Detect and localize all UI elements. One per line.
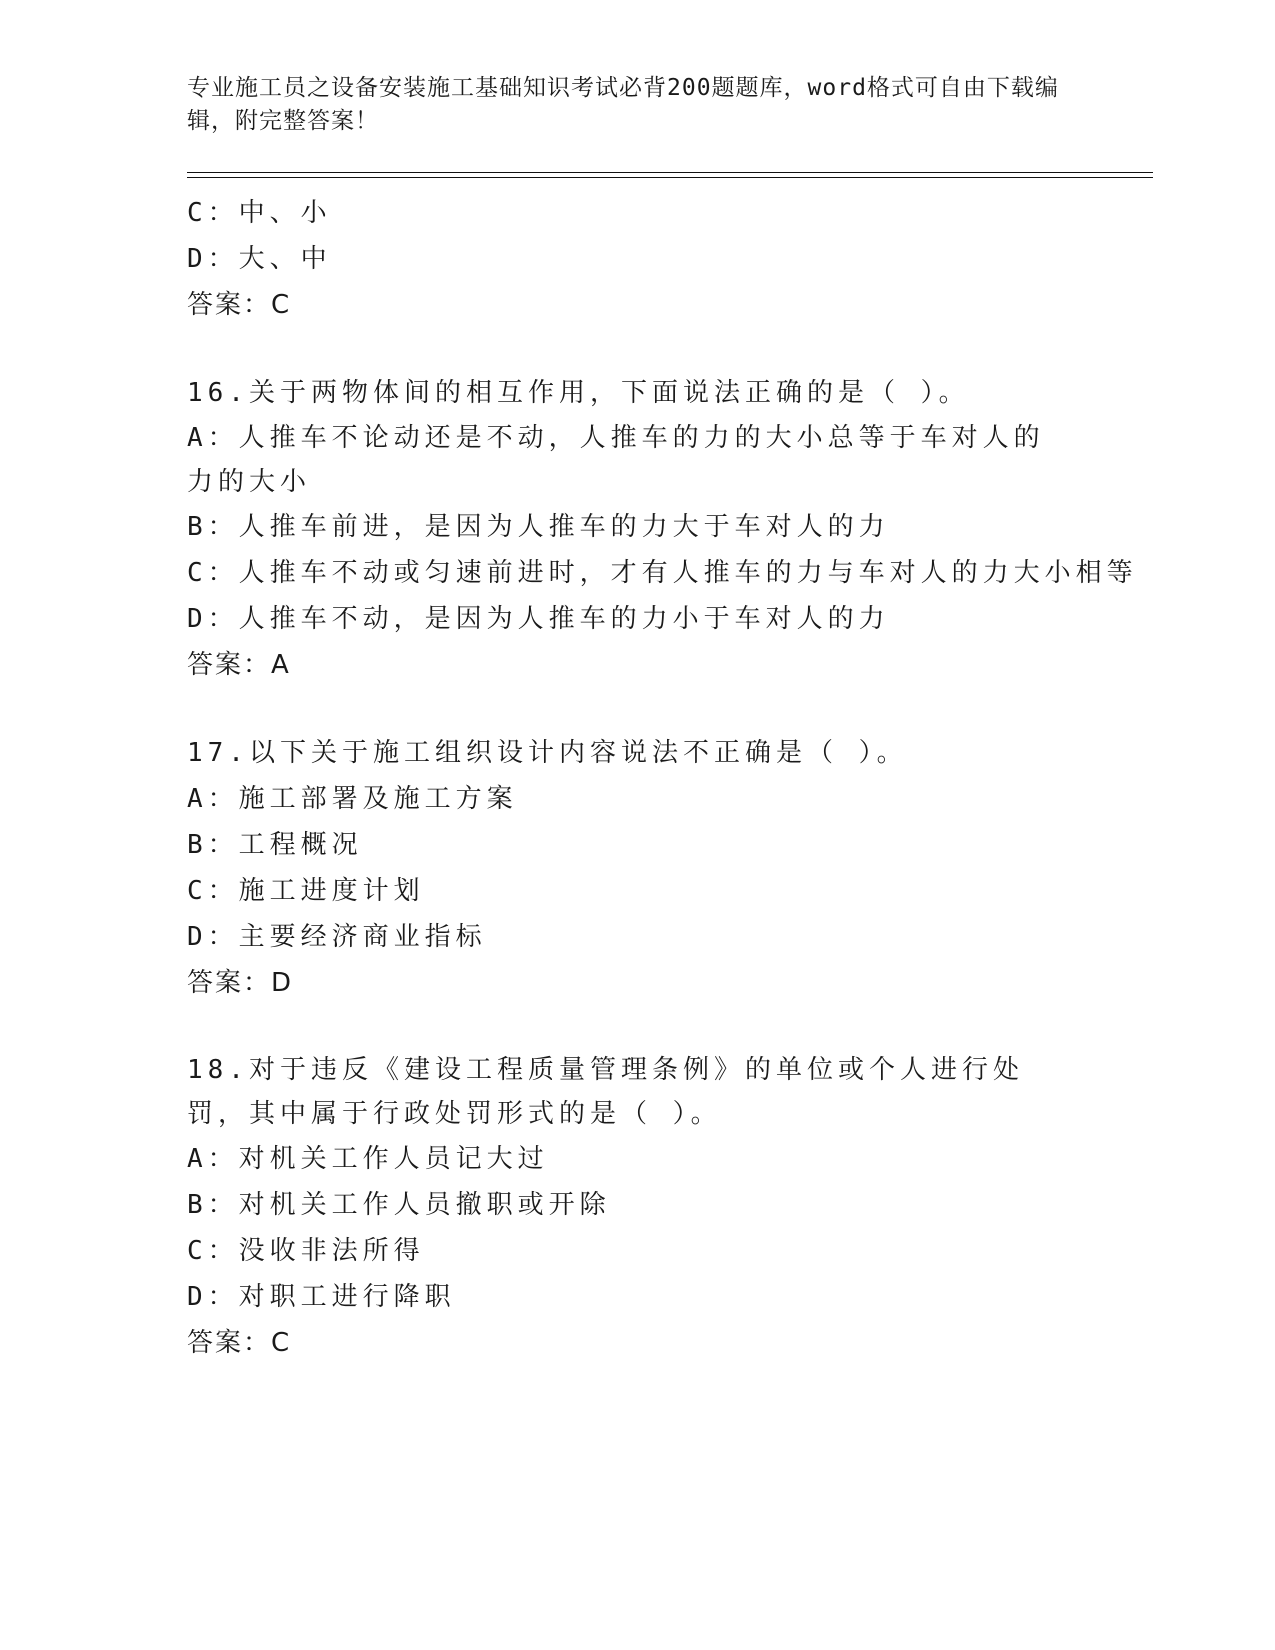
option-a: A：施工部署及施工方案 [187, 784, 518, 814]
answer: 答案：C [187, 1328, 292, 1358]
header-title: 专业施工员之设备安装施工基础知识考试必背200题题库，word格式可自由下载编辑，附完整答案！ [187, 75, 1059, 134]
option-b: B：人推车前进，是因为人推车的力大于车对人的力 [187, 512, 890, 542]
question-stem: 16.关于两物体间的相互作用，下面说法正确的是（ ）。 [187, 378, 970, 408]
question-stem: 18.对于违反《建设工程质量管理条例》的单位或个人进行处罚，其中属于行政处罚形式的是（ ）。 [187, 1055, 1024, 1129]
option-a: A：对机关工作人员记大过 [187, 1144, 549, 1174]
question-block-18 [187, 1048, 1087, 1366]
answer: 答案：C [187, 290, 292, 320]
option-c: C：中、小 [187, 198, 332, 228]
question-block-16 [187, 370, 1138, 688]
option-d: D：大、中 [187, 244, 332, 274]
question-stem: 17.以下关于施工组织设计内容说法不正确是（ ）。 [187, 738, 908, 768]
answer: 答案：A [187, 650, 291, 680]
option-d: D：对职工进行降职 [187, 1282, 456, 1312]
option-c: C：没收非法所得 [187, 1236, 425, 1266]
question-block-17 [187, 730, 1087, 1006]
option-a: A：人推车不论动还是不动，人推车的力的大小总等于车对人的力的大小 [187, 423, 1045, 497]
document-header [187, 72, 1087, 138]
option-b: B：对机关工作人员撤职或开除 [187, 1190, 611, 1220]
question-block-prev [187, 190, 1087, 328]
option-b: B：工程概况 [187, 830, 363, 860]
header-rule-bottom [187, 177, 1153, 178]
option-d: D：主要经济商业指标 [187, 922, 487, 952]
answer: 答案：D [187, 968, 294, 998]
option-c: C：人推车不动或匀速前进时，才有人推车的力与车对人的力大小相等 [187, 558, 1138, 588]
header-rule-top [187, 172, 1153, 173]
option-c: C：施工进度计划 [187, 876, 425, 906]
option-d: D：人推车不动，是因为人推车的力小于车对人的力 [187, 604, 890, 634]
question-list [187, 190, 1138, 1366]
